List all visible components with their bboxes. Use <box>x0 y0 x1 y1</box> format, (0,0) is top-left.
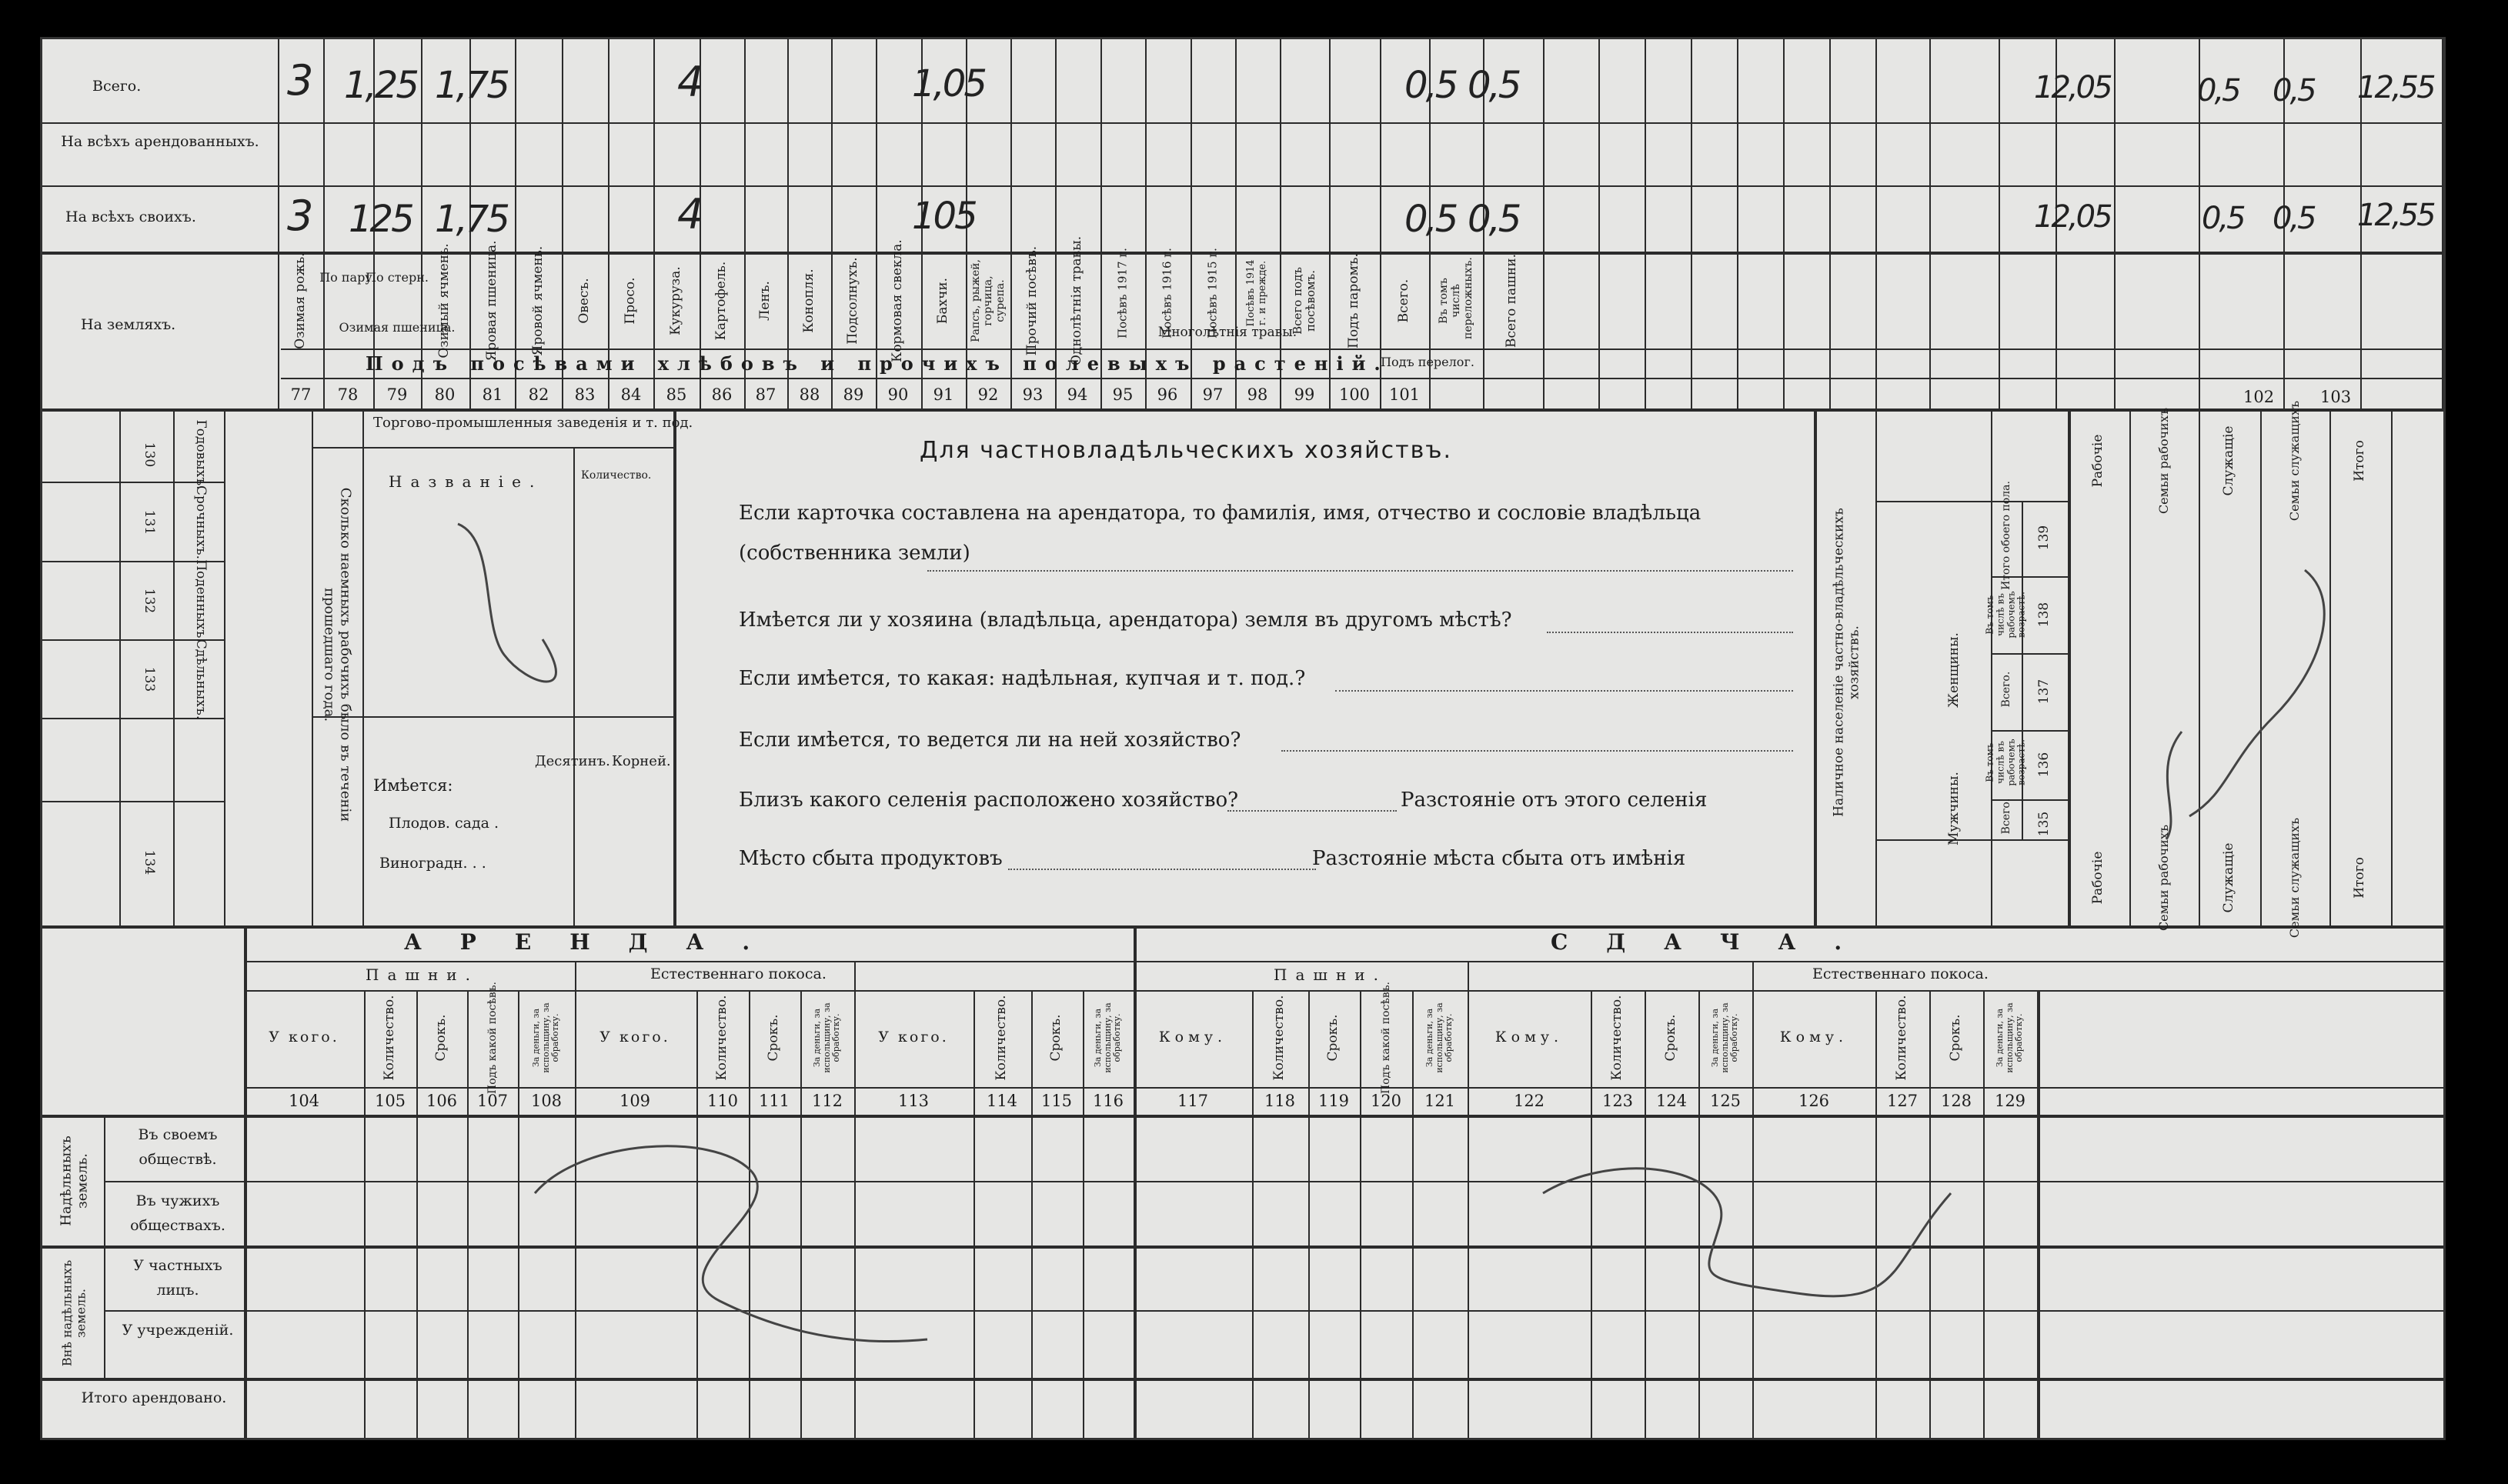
col-header: Посѣвъ 1917 г. <box>1115 248 1130 338</box>
col-header: Кукуруза. <box>668 266 684 335</box>
trade-title: Торгово-промышленныя заведенія и т. под. <box>373 415 693 431</box>
col-header: Подъ паромъ. <box>1346 253 1362 348</box>
men-label: Мужчины. <box>1946 772 1962 845</box>
row-itogo: Итого арендовано. <box>81 1389 227 1406</box>
col-number: 80 <box>434 385 456 404</box>
question-owner: Если карточка составлена на арендатора, то фамилія, имя, отчество и сословіе владѣльца (собственника земли) <box>739 502 1701 565</box>
worker-col: Служащіе <box>2221 425 2237 496</box>
worker-col: Семьи рабочихъ <box>2156 824 2171 932</box>
pashni-sdacha: Пашни. <box>1274 965 1387 984</box>
hw-vsego-raps: 0,5 <box>1468 64 1520 107</box>
col-number: 101 <box>1388 385 1421 404</box>
row-own-society: Въ своемъ обществѣ. <box>138 1126 218 1169</box>
col-header: Рапсъ, рыжей, горчица, сурепа. <box>969 259 1007 342</box>
kolich: Количество. <box>382 995 398 1081</box>
hw-vsego-paru: 1,25 <box>344 64 417 107</box>
hw-svoikh-stern: 1,75 <box>435 198 508 241</box>
col-header: Озимая пшеница. <box>339 319 456 335</box>
pencil-strokes <box>42 39 2443 1438</box>
srok: Срокъ. <box>1325 1014 1341 1062</box>
col-header: Кормовая свекла. <box>890 239 906 362</box>
census-form-sheet <box>40 37 2446 1440</box>
col-header: По стерн. <box>366 269 429 285</box>
col-header: Просо. <box>623 277 639 325</box>
livestock-label: Годовыхъ. <box>192 419 209 490</box>
col-number: 114 <box>986 1091 1018 1110</box>
row-label-vsego: Всего. <box>92 78 142 95</box>
col-header: Озимая рожь. <box>292 252 309 349</box>
pokos-arenda: Естественнаго покоса. <box>650 965 827 982</box>
nadel-label: Надѣльныхъ земель. <box>58 1136 90 1226</box>
col-number: 111 <box>758 1091 790 1110</box>
col-number: 116 <box>1092 1091 1124 1110</box>
pop-num: 135 <box>2036 811 2052 837</box>
hw-svoikh-yachmen: 4 <box>677 190 702 238</box>
col-header: Посѣвъ 1915 г. <box>1205 248 1220 338</box>
working-age-men: Въ томъ числѣ въ рабочемъ возрастѣ. <box>1984 739 2027 786</box>
col-number: 86 <box>711 385 733 404</box>
col-number: 79 <box>386 385 408 404</box>
arenda-title: АРЕНДА. <box>404 929 789 955</box>
col-header: Яровой ячмень. <box>530 245 546 356</box>
col-number: 84 <box>620 385 642 404</box>
col-number: 112 <box>811 1091 843 1110</box>
question-village-distance: Разстояніе отъ этого селенія <box>1401 789 1708 812</box>
col-number: 121 <box>1424 1091 1456 1110</box>
col-number: 123 <box>1601 1091 1634 1110</box>
col-number: 98 <box>1247 385 1268 404</box>
hw-svoikh-paru: 125 <box>349 198 412 241</box>
working-age-women: Въ томъ числѣ въ рабочемъ возрастѣ. <box>1984 591 2027 639</box>
hw-vsego-rozh: 3 <box>287 56 312 105</box>
komu: Кому. <box>1158 1029 1227 1046</box>
hw-svoikh-rozh: 3 <box>287 192 312 240</box>
col-number: 126 <box>1798 1091 1830 1110</box>
livestock-label: Срочныхъ. <box>192 485 209 560</box>
livestock-num: 130 <box>141 442 157 468</box>
livestock-num: 132 <box>141 588 157 614</box>
col-number: 103 <box>2320 388 2352 406</box>
hw-svoikh-perelozh: 0,5 <box>2273 201 2315 236</box>
col-number: 82 <box>528 385 549 404</box>
pod-posev: Подъ какой посѣвъ. <box>1379 982 1392 1094</box>
women-label: Женщины. <box>1946 632 1962 708</box>
col-number: 110 <box>706 1091 739 1110</box>
question-village: Близъ какого селенія расположено хозяйство? <box>739 789 1239 812</box>
row-label-na-zemlyakh: На земляхъ. <box>81 316 176 333</box>
komu: Кому. <box>1494 1029 1564 1046</box>
livestock-num: 133 <box>141 666 157 692</box>
col-number: 78 <box>337 385 359 404</box>
population-title: Наличное населеніе частно-владѣльческихъ хозяйствъ. <box>1831 508 1862 817</box>
col-number: 94 <box>1067 385 1088 404</box>
za-dengi: За деньги, за испольщину, за обработку. <box>1710 1002 1740 1073</box>
col-number: 87 <box>755 385 776 404</box>
question-farming: Если имѣется, то ведется ли на ней хозяйство? <box>739 729 1241 752</box>
worker-col: Итого <box>2352 857 2368 899</box>
col-header: Подъ перелог. <box>1381 354 1474 369</box>
col-header: Картофель. <box>713 261 730 341</box>
kolich: Количество. <box>1894 995 1910 1081</box>
col-number: 118 <box>1264 1091 1296 1110</box>
col-header: Посѣвъ 1914 г. и прежде. <box>1245 259 1268 327</box>
question-market-distance: Разстояніе мѣста сбыта отъ имѣнія <box>1312 847 1686 870</box>
orchard-label: Плодов. сада . <box>389 815 499 832</box>
worker-col: Семьи рабочихъ <box>2156 407 2171 515</box>
col-number: 95 <box>1112 385 1134 404</box>
col-number: 88 <box>799 385 820 404</box>
col-header: Въ томъ числѣ переложныхъ. <box>1437 257 1475 339</box>
za-dengi: За деньги, за испольщину, за обработку. <box>1995 1002 2025 1073</box>
hw-vsego-posev: 12,05 <box>2034 70 2111 105</box>
col-number: 99 <box>1294 385 1315 404</box>
hw-vsego-pashni: 12,55 <box>2357 70 2434 105</box>
col-number: 90 <box>887 385 909 404</box>
col-number: 105 <box>374 1091 406 1110</box>
kolich: Количество. <box>1609 995 1625 1081</box>
vnenadel-label: Внѣ надѣльныхъ земель. <box>59 1259 88 1367</box>
question-other-land: Имѣется ли у хозяина (владѣльца, арендатора) земля въ другомъ мѣстѣ? <box>739 609 1512 632</box>
top-banner: Подъ посѣвами хлѣбовъ и прочихъ полевыхъ растеній. <box>366 352 1389 375</box>
trade-name-label: Названіе. <box>389 472 543 491</box>
col-header: Всего пашни. <box>1504 254 1520 348</box>
des-label: Десятинъ. <box>535 753 610 769</box>
srok: Срокъ. <box>1663 1014 1679 1062</box>
srok: Срокъ. <box>766 1014 782 1062</box>
col-header: Ленъ. <box>757 281 773 321</box>
sdacha-title: СДАЧА. <box>1551 929 1881 955</box>
roots-label: Корней. <box>612 753 671 769</box>
col-number: 125 <box>1709 1091 1742 1110</box>
question-market: Мѣсто сбыта продуктовъ <box>739 847 1003 870</box>
col-header: Конопля. <box>801 268 817 333</box>
vineyard-label: Виноградн. . . <box>379 855 486 872</box>
col-number: 85 <box>666 385 687 404</box>
kolich: Количество. <box>714 995 730 1081</box>
col-number: 127 <box>1886 1091 1919 1110</box>
col-number: 92 <box>977 385 999 404</box>
col-number: 122 <box>1513 1091 1545 1110</box>
col-number: 81 <box>482 385 503 404</box>
col-header: Подсолнухъ. <box>845 257 861 345</box>
col-number: 113 <box>897 1091 930 1110</box>
hired-workers-title: Сколько наемныхъ рабочихъ было въ теченіи прошедшаго года. <box>322 487 354 822</box>
pokos-sdacha: Естественнаго покоса. <box>1812 965 1989 982</box>
kolich: Количество. <box>994 995 1010 1081</box>
col-header: По пару. <box>319 269 376 285</box>
za-dengi: За деньги, за испольщину, за обработку. <box>531 1002 561 1073</box>
pashni-arenda: Пашни. <box>366 965 479 984</box>
row-private: У частныхъ лицъ. <box>133 1257 222 1299</box>
srok: Срокъ. <box>1048 1014 1064 1062</box>
srok: Срокъ. <box>433 1014 449 1062</box>
worker-col: Рабочіе <box>2090 434 2106 488</box>
col-number: 115 <box>1040 1091 1073 1110</box>
hw-svoikh-bakhchi: 0,5 <box>1404 198 1457 241</box>
hw-svoikh-kukuruza: 105 <box>912 195 976 238</box>
col-header: Яровая пшеница. <box>484 240 500 362</box>
worker-col: Семьи служащихъ <box>2286 817 2302 939</box>
za-dengi: За деньги, за испольщину, за обработку. <box>1424 1002 1454 1073</box>
livestock-label: Сдѣльныхъ. <box>192 639 209 720</box>
col-header: Бахчи. <box>935 277 951 325</box>
col-number: 124 <box>1655 1091 1688 1110</box>
vsego-men: Всего. <box>1999 798 2012 835</box>
row-label-arendovannykh: На всѣхъ арендованныхъ. <box>61 133 259 150</box>
hw-svoikh-pashni: 12,55 <box>2357 198 2434 233</box>
pop-num: 136 <box>2036 752 2052 778</box>
pop-num: 139 <box>2036 525 2052 551</box>
row-other-society: Въ чужихъ обществахъ. <box>130 1192 225 1235</box>
hw-vsego-perelog: 0,5 <box>2197 73 2239 108</box>
worker-col: Служащіе <box>2221 842 2237 913</box>
col-number: 77 <box>290 385 312 404</box>
col-number: 106 <box>426 1091 458 1110</box>
hw-vsego-kukuruza: 1,05 <box>912 62 985 105</box>
pod-posev: Подъ какой посѣвъ. <box>486 982 499 1094</box>
worker-col: Семьи служащихъ <box>2286 400 2302 522</box>
col-number: 91 <box>933 385 954 404</box>
hw-vsego-stern: 1,75 <box>435 64 508 107</box>
pop-num: 138 <box>2036 602 2052 628</box>
hw-vsego-perelozh: 0,5 <box>2273 73 2315 108</box>
worker-col: Итого <box>2352 440 2368 482</box>
col-number: 128 <box>1940 1091 1972 1110</box>
col-number: 89 <box>843 385 864 404</box>
col-number: 109 <box>619 1091 651 1110</box>
col-number: 107 <box>476 1091 509 1110</box>
col-header: Прочий посѣвъ. <box>1024 245 1040 356</box>
col-number: 96 <box>1157 385 1178 404</box>
col-number: 104 <box>288 1091 320 1110</box>
livestock-num: 134 <box>141 849 157 875</box>
col-header: Однолѣтнія травы. <box>1069 235 1085 366</box>
col-header: Овесъ. <box>576 278 593 324</box>
col-number: 117 <box>1177 1091 1209 1110</box>
col-header: Озимый ячмень. <box>436 243 453 358</box>
col-number: 102 <box>2243 388 2275 406</box>
col-number: 120 <box>1370 1091 1402 1110</box>
col-number: 129 <box>1994 1091 2026 1110</box>
col-header: Посѣвъ 1916 г. <box>1160 248 1174 338</box>
total-both: Итого обоего пола. <box>1999 481 2012 590</box>
hw-svoikh-raps: 0,5 <box>1468 198 1520 241</box>
col-number: 100 <box>1338 385 1371 404</box>
col-number: 108 <box>530 1091 563 1110</box>
row-institutions: У учрежденій. <box>122 1322 234 1339</box>
col-header: Всего подъ посѣвомъ. <box>1290 267 1317 335</box>
private-farms-title: Для частновладѣльческихъ хозяйствъ. <box>920 437 1453 464</box>
livestock-label: Поденныхъ. <box>192 559 209 642</box>
u-kogo: У кого. <box>878 1029 949 1046</box>
vsego-women: Всего. <box>1999 671 2012 708</box>
pop-num: 137 <box>2036 679 2052 705</box>
col-number: 119 <box>1317 1091 1350 1110</box>
livestock-num: 131 <box>141 509 157 535</box>
hw-svoikh-posev: 12,05 <box>2034 199 2111 235</box>
komu: Кому. <box>1779 1029 1848 1046</box>
has-label: Имѣется: <box>373 776 453 795</box>
srok: Срокъ. <box>1948 1014 1964 1062</box>
col-number: 93 <box>1022 385 1044 404</box>
hw-vsego-yachmen: 4 <box>677 58 702 106</box>
question-land-type: Если имѣется, то какая: надѣльная, купчая и т. под.? <box>739 667 1306 690</box>
kolich: Количество. <box>1271 995 1287 1081</box>
u-kogo: У кого. <box>599 1029 670 1046</box>
row-label-svoikh: На всѣхъ своихъ. <box>65 208 196 225</box>
hw-vsego-bakhchi: 0,5 <box>1404 64 1457 107</box>
trade-qty-label: Количество. <box>581 469 652 482</box>
za-dengi: За деньги, за испольщину, за обработку. <box>812 1002 842 1073</box>
col-number: 83 <box>574 385 596 404</box>
za-dengi: За деньги, за испольщину, за обработку. <box>1093 1002 1123 1073</box>
col-number: 97 <box>1202 385 1224 404</box>
u-kogo: У кого. <box>269 1029 339 1046</box>
hw-svoikh-perelog: 0,5 <box>2202 201 2244 236</box>
worker-col: Рабочіе <box>2090 851 2106 905</box>
col-header: Многолѣтнія травы. <box>1157 325 1297 341</box>
col-header: Всего. <box>1396 278 1412 323</box>
